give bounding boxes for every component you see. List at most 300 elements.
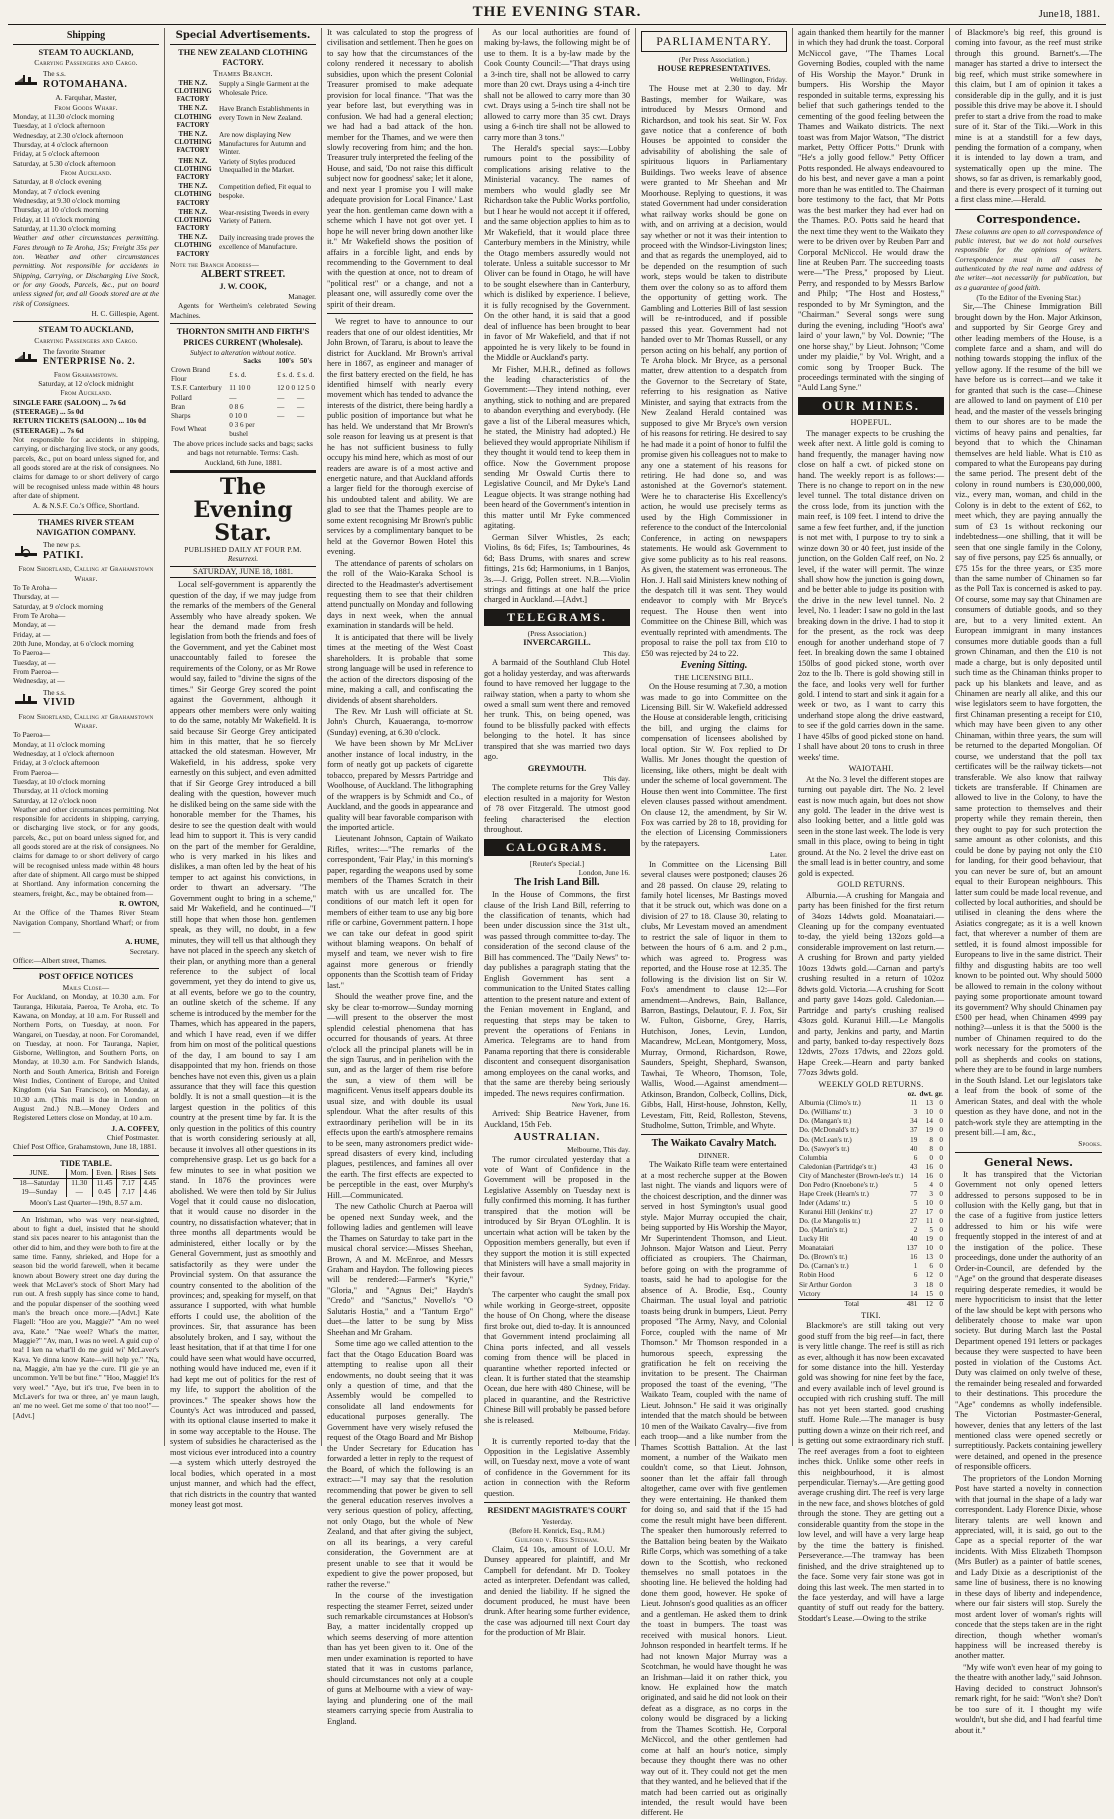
our-mines-banner: OUR MINES.	[798, 397, 944, 415]
masthead-title: THE EVENING STAR.	[472, 4, 642, 21]
tide-cell: 7.17	[117, 1179, 140, 1189]
price-cell	[276, 421, 296, 439]
gold-cell: Hape Creek (Hearn's tr.)	[799, 1189, 869, 1198]
table-row	[798, 1145, 944, 1154]
divider	[13, 968, 159, 969]
reuter-special: [Reuter's Special.]	[529, 858, 585, 868]
rotomahana-name: ROTOMAHANA.	[43, 78, 128, 90]
sched-line: Friday, at 3 o'clock afternoon	[13, 758, 100, 768]
gold-cell: 16	[910, 1253, 918, 1262]
press-assoc: (Press Association.)	[527, 629, 587, 639]
gold-header: dwt.	[919, 1090, 933, 1099]
post-office-signer-title: Chief Postmaster.	[106, 1133, 159, 1143]
dateline-day: Melbourne, Friday.	[573, 1427, 630, 1437]
article-text: As our local authorities are found of making by-laws, the following might be of use to them. It is a by-law made by the Cook County Council:—"That drays using a 3-inch tire, shall not be allowed to carry more than 20 cwt. Drays using a 4-inch tire shall not be allowed to carry more than 30 cwt. Drays using a 5-inch tire shall not be allowed to carry more than 35 cwt. Drays using a 6-inch tire shall not be allowed to carry more than 3 tons."	[484, 28, 630, 142]
dateline-day: New York, June 16.	[571, 1100, 630, 1110]
price-cell: 12 0 0	[277, 384, 296, 393]
gold-cell: 1	[913, 1262, 918, 1271]
gold-cell: 0	[939, 1126, 943, 1135]
gold-header: oz.	[907, 1090, 917, 1099]
price-cell: T.S.F. Canterbury	[171, 384, 222, 393]
rotomahana-list-a	[13, 112, 159, 168]
gold-cell: 34	[910, 1117, 918, 1126]
divider	[13, 1155, 159, 1156]
sched-line: Wednesday, at 1 o'clock afternoon	[13, 748, 115, 758]
price-table	[170, 357, 316, 439]
licensing-bill: THE LICENSING BILL.	[674, 672, 754, 682]
manager-name: J. W. COOK,	[219, 281, 267, 291]
fare-line: SINGLE FARE (SALOON) ... 7s 6d	[13, 397, 126, 407]
article-text: It is anticipated that there will be lively times at the meeting of the West Coast shareholders. It is probable that some strong language will be used in reference to the action of the directors disposing of the mine, making a call, and confiscating the dividends of absent shareholders.	[327, 632, 473, 705]
article-text: Arrived: Ship Beatrice Havener, from Auckland, 15th Feb.	[484, 1109, 630, 1129]
price-cell: £ s. d.	[297, 370, 315, 379]
press-assoc: (Per Press Association.)	[678, 55, 750, 65]
gold-total-row	[798, 1299, 944, 1309]
article-text: The new Catholic Church at Paeroa will be opened next Sunday week, and the following ladies and gentlemen will leave the Thames on Saturday to take part in the musical choral service:—Misses Sheehan, Brown, A and M. McEnroe, and Messrs Graham and Haydon. The following pieces will be rendered:—Farmer's "Kyrie," "Gloria," and "Agnus Dei;" Haydn's "Credo" and "Sanctus," Novello's "O Salutaris Hostia," and a "Tantum Ergo" duet—the latter to be sung by Miss Sheehan and Mr Graham.	[327, 1202, 473, 1337]
gold-cell: 3	[913, 1280, 918, 1289]
table-row	[798, 1262, 944, 1271]
gold-cell: 15	[925, 1289, 933, 1298]
article-text: Alburnia.—A crushing for Mangaia and party has been finished for the first return of 34ozs 14dwts gold. Moanataiari.—Cleaning up for the company eventuated to-day, the yield being 132ozs gold—a considerable improvement on last return.—A crushing for Brown and party yielded 10ozs 13dwts gold.—Carnan and party's crushing resulted in a return of 102oz 8dwts gold. Victoria.—A crushing for Scott and party gave 14ozs gold. Caledonian.—Partridge and party's crushing realised 43ozs gold. Kuranui Hill.—Le Mangolis and party, Jenkins and party, and Martin and party, banked to-day respectively 8ozs 12dwts, 27ozs 17dwts, and 22ozs gold. Hape Creek.—Hearn and party banked 77ozs 3dwts gold.	[798, 890, 944, 1078]
gold-total-label: Total	[844, 1299, 860, 1308]
paper-title: The Evening Star.	[193, 473, 293, 547]
rotomahana-the: The s.s.	[43, 69, 66, 79]
thames-sec-title: Secretary.	[129, 946, 159, 956]
rotomahana-section: STEAM TO AUCKLAND,	[38, 47, 134, 57]
clothing-title: THE NEW ZEALAND CLOTHING FACTORY.	[178, 47, 308, 68]
price-cell: —	[297, 393, 305, 402]
gold-cell: 0	[939, 1262, 943, 1271]
enterprise-head	[13, 347, 159, 368]
article-text: We have been shown by Mr McLiver another instance of local industry, in the form of neatly got up packets of cigarette tobacco, prepared by Messrs Partridge and Woolhouse, of Auckland. The lithographing of the wrappers is by Schmidt and Co., of Auckland, and the goods in appearance and quality will bear favorable comparison with the imported article.	[327, 739, 473, 832]
tide-cell: 0.45	[92, 1188, 117, 1197]
special-ads-header: Special Advertisements.	[170, 30, 316, 45]
table-row	[798, 1217, 944, 1226]
gold-cell: 0	[939, 1189, 943, 1198]
weekly-gold-table	[798, 1090, 944, 1309]
tide-grid	[13, 1169, 159, 1197]
gold-cell: 11	[926, 1217, 933, 1226]
gold-cell: 18	[925, 1280, 933, 1289]
columns	[8, 28, 1106, 1818]
article-text: "My wife won't even hear of my going to the theatre with another lady," said Johnson. Having decided to construct Johnson's remark right, for he said: "Won't she? Don't be too sure of it. I thought my wife wouldn't, but she did, and I had fearful time about it."	[955, 1662, 1102, 1735]
sched-line: From Paeroa—	[13, 666, 59, 676]
table-row	[798, 1190, 944, 1199]
enterprise-name: ENTERPRISE No. 2.	[43, 356, 136, 367]
gold-cell: Do. (Martin's tr.)	[799, 1226, 848, 1235]
patiki-head	[13, 540, 159, 562]
price-note: The above prices include sacks and bags; sacks and bags not returnable. Terms: Cash.	[173, 438, 313, 458]
tide-header: Sets	[140, 1169, 159, 1179]
price-cell: 0 8 6	[229, 402, 244, 411]
tide-cell: 7.17	[117, 1188, 140, 1197]
tide-cell: 19—Sunday	[13, 1188, 66, 1197]
tide-table	[13, 1159, 159, 1208]
tide-title: TIDE TABLE.	[60, 1158, 112, 1168]
table-row	[798, 1154, 944, 1163]
article-text: Should the weather prove fine, and the sky be clear to-morrow—Sunday morning—will present to the observer the most splendid celestial phenomena that has occurred for thousands of years. At three o'clock all the principal planets will be in the sign Taurus, and in perihelion with the sun, and as the larger of them rise before the sun, a view of them will be magnificent. Venus itself appears double its usual size, and with double its usual splendour. What the after results of this extraordinary perihelion will be in its effects upon the earth's atmosphere remains to be seen, many astronomers predict wide-spread disasters of every kind, including plagues, pestilences, and famines all over the earth. The first effects are expected to be perceptible in the east, over Murphy's Hill.—Communicated.	[327, 992, 473, 1200]
vivid-head	[13, 688, 159, 710]
list-item: THE N.Z. CLOTHING FACTORY Supply a Single Garment at the Wholesale Price.	[174, 79, 310, 104]
sched-line: To Paeroa—	[13, 648, 51, 658]
dateline-day: London, June 16.	[578, 868, 630, 878]
enterprise-from-auck: From Auckland.	[60, 388, 112, 398]
vivid-from: From Shortland, Calling at Grahamstown Wharf.	[18, 711, 154, 730]
price-header: Sacks	[243, 357, 261, 366]
divider	[170, 323, 316, 324]
enterprise-section: STEAM TO AUCKLAND,	[38, 325, 134, 335]
rotomahana-head	[13, 69, 159, 91]
table-row	[13, 1188, 159, 1197]
enterprise-the: The favorite Steamer	[43, 346, 106, 356]
article-text: A barmaid of the Southland Club Hotel got a holiday yesterday, and was afterwards found to have removed her luggage to the railway station, when a party to whom she owed a small sum went there and removed her trunk. This, on being opened, was found to be blissfully packed with effects belonging to the hotel. It has since transpired that she was married two days ago.	[484, 658, 630, 762]
thornton-sub: Subject to alteration without notice.	[189, 347, 297, 357]
enterprise-line1: Saturday, at 12 o'clock midnight	[38, 378, 134, 388]
patiki-the: The new p.s.	[43, 540, 81, 550]
price-cell: Pollard	[171, 393, 192, 402]
gold-rows	[798, 1099, 944, 1299]
price-cell: Crown Brand Flour	[171, 366, 210, 384]
patiki-from: From Shortland, Calling at Grahamstown Wharf.	[18, 564, 154, 583]
vivid-name: VIVID	[43, 696, 76, 708]
gold-cell: Kuranui Hill (Jenkins' tr.)	[799, 1208, 873, 1217]
gold-cell: 0	[939, 1117, 943, 1126]
gold-cell: 3	[929, 1189, 933, 1198]
gold-cell: 14	[925, 1117, 933, 1126]
article-text: Lieutenant Johnson, Captain of Waikato Rifles, writes:—"The remarks of the correspondent, 'Fair Play,' in this morning's paper, regarding the weapons used by some members of the Thames Scratch in their match with us are uncalled for. The conditions of our match left it open for members of either team to use any big bore rifle or carbine, Government pattern. I hope we can take our defeat in good spirit without blaming weapons. On behalf of myself and team, we never wish to fire against more generous or friendly opponents than the Scottish team of Friday last."	[327, 834, 473, 990]
mine-header: HOPEFUL.	[850, 418, 892, 428]
to-editor: (To the Editor of the Evening Star.)	[976, 292, 1081, 302]
sched-line: To Paeroa—	[13, 730, 51, 740]
calograms-banner: CALOGRAMS.	[484, 839, 630, 856]
gold-cell: 16	[925, 1171, 933, 1180]
sched-line: Friday, at —	[13, 629, 51, 639]
sched-line: Tuesday, at —	[13, 657, 56, 667]
price-cell: —	[277, 402, 285, 411]
shipping-header: Shipping	[13, 30, 159, 45]
gold-cell: 10	[925, 1244, 933, 1253]
gold-cell: Alburnia (Climo's tr.)	[799, 1099, 861, 1108]
article-text: The Rev. Mr Lush will officiate at St. John's Church, Kauaeranga, to-morrow (Sunday) evening, at 6.30 o'clock.	[327, 707, 473, 737]
telegrams-banner: TELEGRAMS.	[484, 609, 630, 626]
divider	[13, 1211, 159, 1212]
evening-sitting: Evening Sitting.	[680, 660, 748, 672]
gold-cell: Do. (Carnan's tr.)	[799, 1262, 849, 1271]
gold-cell: 0	[939, 1180, 943, 1189]
post-office-signer: J. A. COFFEY,	[111, 1123, 159, 1133]
branch-address: ALBERT STREET.	[200, 269, 286, 281]
enterprise-sub: Carrying Passengers and Cargo.	[34, 335, 138, 345]
table-row	[798, 1108, 944, 1117]
column-2	[165, 28, 322, 1510]
dateline: GREYMOUTH.	[527, 763, 587, 773]
post-office-title: POST OFFICE NOTICES	[38, 972, 134, 982]
gold-cell: 0	[939, 1208, 943, 1217]
rm-before: (Before H. Kenrick, Esq., R.M.)	[509, 1526, 605, 1536]
table-row	[170, 384, 316, 393]
sched-line: Saturday, at 9 o'clock morning	[13, 601, 104, 611]
list-item: THE N.Z. CLOTHING FACTORY Variety of Styles produced Unequalled in the Market.	[174, 157, 296, 182]
patiki-lines	[13, 583, 159, 686]
table-row	[798, 1126, 944, 1135]
gold-cell: 12	[925, 1271, 933, 1280]
price-header	[170, 357, 228, 366]
rotomahana-list-b	[13, 177, 159, 233]
thornton-title: THORNTON SMITH AND FIRTH'S PRICES CURRENT (Wholesale).	[176, 327, 310, 347]
gold-cell: 19	[910, 1135, 918, 1144]
gold-cell: 14	[910, 1289, 918, 1298]
gold-cell: 8	[929, 1135, 933, 1144]
enterprise-agent: A. & N.S.F. Co.'s Office, Shortland.	[32, 501, 140, 511]
table-row	[13, 1179, 159, 1189]
sched-line: Thursday, at 10 o'clock morning	[13, 205, 109, 215]
gold-cell: Do. (Williams' tr.)	[799, 1108, 852, 1117]
divider	[13, 321, 159, 322]
sched-line: Wednesday, at 2.30 o'clock afternoon	[13, 130, 124, 140]
gold-cell: Columbia	[799, 1153, 828, 1162]
masthead	[8, 5, 1106, 25]
gold-cell: 5	[913, 1198, 918, 1207]
price-cell: —	[277, 411, 285, 420]
gold-cell: 0	[939, 1280, 943, 1289]
table-row	[798, 1136, 944, 1145]
column-1	[8, 28, 165, 1446]
rm-day: Yesterday.	[541, 1516, 573, 1526]
patiki-name: PATIKI.	[43, 549, 84, 561]
resurrexi: Resurrexi.	[227, 554, 259, 564]
manager-title: Manager.	[288, 292, 316, 302]
gold-cell: 10	[925, 1108, 933, 1117]
gold-cell: 6	[929, 1262, 933, 1271]
divider	[13, 514, 159, 515]
table-row	[798, 1117, 944, 1126]
article-text: The rumor circulated yesterday that a vote of Want of Confidence in the Government will be proposed in the Legislative Assembly on Tuesday next is fully confirmed this morning. It has further transpired that the motion will be introduced by Sir Bryan O'Loghlin. It is uncertain what action will be taken by the Opposition members generally, but even if they support the motion it is still expected that Ministers will have a small majority in their favour.	[484, 1154, 630, 1279]
gold-cell: 0	[939, 1108, 943, 1117]
column-7	[950, 28, 1107, 1735]
price-date: Auckland, 6th June, 1881.	[204, 457, 282, 467]
gold-total-dwt: 12	[925, 1299, 933, 1308]
list-item: THE N.Z. CLOTHING FACTORY Competition defied, Fit equal to bespoke.	[174, 183, 312, 207]
tide-cell: 11.30	[66, 1179, 92, 1189]
tide-header: Morn.	[66, 1169, 92, 1179]
sched-line: Friday, at 5 o'clock afternoon	[13, 149, 100, 159]
gold-cell: Caledonian (Partridge's tr.)	[799, 1162, 877, 1171]
sched-line: From Te Aroha—	[13, 611, 66, 620]
gold-cell: 0	[929, 1153, 933, 1162]
sched-line: From Paeroa—	[13, 767, 59, 777]
thames-agent-name: R. OWTON,	[119, 899, 159, 909]
letter-signer: Spooks.	[1078, 1139, 1102, 1149]
list-item: THE N.Z. CLOTHING FACTORY Are now displaying New Manufactures for Autumn and Winter.	[174, 130, 306, 157]
gold-cell: 4	[929, 1180, 933, 1189]
sched-line: Thursday, at 4 o'clock afternoon	[13, 139, 109, 149]
enterprise-from-graham: From Grahamstown.	[53, 369, 119, 379]
gold-cell: 0	[939, 1244, 943, 1253]
thames-sec-name: A. HUME,	[125, 937, 159, 947]
article-text: The attendance of parents of scholars on the roll of the Waio-Karaka School is directed to the Headmaster's advertisement requesting them to see that their children attend punctually on Monday and following days in next week, when the annual examination in standards will be held.	[327, 558, 473, 631]
dateline-day: Melbourne, This day.	[566, 1145, 630, 1155]
divider	[955, 209, 1102, 210]
post-office-sub: Mails Close—	[62, 982, 110, 992]
thames-river-ad	[13, 518, 159, 966]
gold-cell: 14	[910, 1171, 918, 1180]
dateline-day: Wellington, Friday.	[729, 74, 787, 84]
price-cell	[296, 421, 316, 439]
tide-header: JUNE.	[13, 1169, 66, 1179]
parliamentary-header: PARLIAMENTARY.	[641, 31, 787, 52]
sched-line: Tuesday, at 1 o'clock afternoon	[13, 121, 105, 131]
gold-cell: 8	[929, 1144, 933, 1153]
article-text: Claim, £4 10s, amount of I.O.U. Mr Dunsey appeared for plaintiff, and Mr Campbell for defendant. Mr D. Tookey acted as interpreter. Defendant was called, and denied the liability. If he signed the document produced, he must have been drunk. After hearing some further evidence, the case was adjourned till next Court day for the production of Mr Blair.	[484, 1544, 630, 1638]
enterprise-fares	[13, 398, 159, 435]
sched-line: Wednesday, at 9.30 o'clock morning	[13, 195, 120, 205]
table-row	[798, 1235, 944, 1244]
divider	[327, 313, 473, 314]
gold-cell: 5	[913, 1180, 918, 1189]
gold-cell: 3	[913, 1108, 918, 1117]
article-text: Mr Fisher, M.H.R., defined as follows the leading characteristics of the Government:—They intend nothing, ever anything, stick to nothing and are prepared to abandon everything and everybody. (He gave a list of the Liberal measures which, he stated, the Ministry had adopted.) He believed they would appropriate Nihilism if they thought it would tend to keep them in office. Now the Government propose sending Mr Oswald Curtis there to Legislative Council, and Mr Dyke's Land League objects. It was strange nothing had been heard of the Government's intention in this matter until Mr Fyke commenced agitating.	[484, 364, 630, 531]
article-text: On the House resuming at 7.30, a motion was made to go into Committee on the Licensing Bill. Sir W. Wakefield addressed the House at considerable length, criticising the bill, and urging the claims for compensation of licensees abolished by local option. Sir W. Fox replied to Dr Wallis. Mr Jones thought the question of licensing, like others, might be dealt with under the scheme of local government. The House then went into Committee. The first eleven clauses passed without amendment. On clause 12, the amendment, by Sir W. Fox was carried by 28 to 18, providing for the election of Licensing Commissioners by the ratepayers.	[641, 682, 787, 848]
column-3	[322, 28, 479, 1726]
gold-cell: Do. (Brown's tr.)	[799, 1253, 848, 1262]
post-office-notices	[13, 972, 159, 1151]
table-row	[798, 1290, 944, 1300]
vivid-lines	[13, 730, 159, 805]
letter-text: Sir,—The Chinese Immigration Bill brought down by the Hon. Major Atkinson, and supported by Sir George Grey and other leading members of the House, is a complete farce and a sham, and will do nothing towards stopping the influx of the yellow agony. If the resume of the bill we have before us is correct—and we take it for granted that such is the case—Chinese are allowed to land on payment of £10 per head, and the master of the vessels bringing them to our shores are to be made the victims of heavy pains and penalties, far beyond that to which the Chinaman themselves are held liable. What is £10 as compared to what the Europeans pay during the same period. The present debt of the colony in round numbers is £30,000,000, viz., every man, woman, and child in the Colony is in debt to the extent of £62, to meet which, they are paying annually the sum of £3 1s without reckoning our indebtedness—one shilling, that it will be seen that one single family in the Colony, say of five persons, pay £25 6s annually, or £75 15s for the three years, or £35 more than the same number of Chinamen so far as the Poll Tax is concerned is asked to pay. Of course, some may say that Chinamen are consumers of dutiable goods, and so they are, but to a very limited extent. An European immigrant in many instances consumes more dutiable goods than a full grown Chinaman, and then the £10 is not made a charge, but is only deposited until such time as the Chinaman thinks proper to pack up his blankets and leave, and as Chinamen are nearly all alike, and this our wise legislators seem to have forgotten, the first Chinaman presenting a receipt for £10, which may have been given to any other Chinaman, within three years, the sum will be returned to the departed Mongolian. Of course, we understand that the poll tax certificates will be the railway tickets—not transferable. We also know that railway tickets are transferable. If Chinamen are allowed to live in the Colony, to have the same protection to themselves and their property while they remain therein, then they ought to pay for such protection the same amount as other colonists, and this could be done by paying not only the £10 for landing, for their good behaviour, that you can never be sure of, but an amount equal to their European neighbours. This latter sum could be made local revenue, and collected by local authorities, and should be utilised in cleaning the dens where the Asiatics congregate; as it is a well known fact, that wherever a number of them are settled, it is found almost impossible for Europeans to live in the same district. Their filthy and disgusting habits are too well known to be pointed out. Why should 5000 be allowed to remain in the colony without paying some proportionate amount toward its government? Why should Chinamen pay £500 per head, when Chinamen 4999 pay nothing?—unless it is that the 5000 is the number of Chinamen required to do the work necessary for the promoters of the poll as shepherds and cooks on stations, where they are to be found in large numbers in the South Island. Let our legislators take a leaf from the book of some of the American States, and deal with the whole question as they have done, and not in the patch-work style they are attempting in the present bill.—I am, &c.,	[955, 302, 1102, 1137]
rotomahana-note: Weather and other circumstances permitting. Fares through to Te Aroha, 15s; Freight 35s per ton. Weather and other circumstances permitting. Not responsible for accidents in Shipping, Carrying, or Discharging Live Stock, or for any Goods, Parcels, &c., put on board unless signed for, and all Goods stored are at the risk of Consignees.	[13, 233, 159, 308]
price-cell: Bran	[171, 402, 185, 411]
tide-moon: Moon's Last Quarter—19th, 8.57 a.m.	[29, 1198, 143, 1208]
gold-cell: 27	[910, 1208, 918, 1217]
price-cell: Fowl Wheat	[171, 425, 207, 434]
irish-land-bill: The Irish Land Bill.	[514, 877, 600, 889]
sched-line: Saturday, at 11.30 o'clock morning	[13, 223, 116, 233]
mine-header: WAIOTAHI.	[848, 764, 894, 774]
steamship-icon	[13, 349, 39, 365]
list-item: THE N.Z. CLOTHING FACTORY Wear-resisting Tweeds in every Variety of Pattern.	[174, 208, 310, 233]
article-text: of Blackmore's big reef, this ground is coming into favour, as the reef must strike through this ground. Barnett's.—The manager has started a drive to intersect the big reef, which must strike somewhere in this claim, but I am of opinion it takes a considerable dip in the gully, and it is just possible this drive may be above it. I should prefer to start a drive from the road to make sure of it. Star of the Tiki.—Work in this mine is at a standstill for a few days, pending the formation of a company, when it is intended to lay down a tram, and systematically open up the mine. The shows, so far as driven, is remarkably good, and there is every prospect of it turning out a first class mine.—Herald.	[955, 28, 1102, 205]
sched-line: Monday, at 11 o'clock morning	[13, 739, 105, 749]
list-item: THE N.Z. CLOTHING FACTORY Daily increasing trade proves the excellence of Manufacture.	[174, 234, 314, 258]
gold-cell: Sir Arthur Gordon	[799, 1280, 852, 1289]
sched-line: Monday, at 7 o'clock evening	[13, 186, 100, 196]
sched-line: Thursday, at —	[13, 592, 59, 602]
sched-line: 20th June, Monday, at 6 o'clock morning	[13, 638, 134, 648]
correspondence-header: Correspondence.	[976, 212, 1081, 226]
sched-line: Saturday, at 5.30 o'clock afternoon	[13, 158, 116, 168]
thames-branch: Thames Branch.	[213, 68, 273, 78]
later: Later.	[769, 850, 787, 860]
dateline-day: This day.	[602, 774, 630, 784]
thames-river-note: Weather and other circumstances permitting. Not responsible for accidents in shipping, carrying, or discharging live stock, or for any goods, parcels, &c., put on board unless signed for, and all goods stored are at the risk of consignees. No claims for damage to or short delivery of cargo will be recognised unless made within 48 hours after date of shipment. All cargo must be shipped at Shortland. Any information concerning the steamers, freight, &c., may be obtained from—	[13, 804, 159, 898]
table-row	[798, 1281, 944, 1290]
gold-cell: 0	[939, 1099, 943, 1108]
article-text: It is currently reported to-day that the Opposition in the Legislative Assembly will, on Tuesday next, move a vote of want of confidence in the Government for its action in connection with the Reform question.	[484, 1436, 630, 1498]
gold-cell: 10	[925, 1198, 933, 1207]
general-news-header: General News.	[984, 1155, 1073, 1169]
table-row	[170, 394, 316, 403]
gold-cell: Inder (Adams' tr.)	[799, 1198, 850, 1207]
gold-cell: 16	[925, 1162, 933, 1171]
column-5	[636, 28, 793, 1818]
column-6	[793, 28, 950, 1623]
post-office-text: For Auckland, on Monday, at 10.30 a.m. For Tauranga, Hikutaia, Paeroa, Te Aroha, etc. To Kawana, on Monday, at 10 a.m. For Russell and Northern Ports, on Tuesday, at noon. For Wangarei, on Tuesday, at noon. For Coromandel, on Tuesday, at noon. For Tauranga, Napier, Gisborne, Wellington, and Southern Ports, on Monday, at 10.30 a.m. For Sandwich Islands, North and South America, British and Foreign West Indies, Continent of Europe, and United Kingdom (via San Francisco), on Monday, at 10.30 a.m. (This mail is due in London on August 2nd.) N.B.—Money Orders and Registered Letters close on Monday, at 10 a.m.	[13, 992, 159, 1123]
disclaimer: These columns are open to all correspondence of public interest, but we do not hold ourselves responsible for the opinions of writers. Correspondence must in all cases be authenticated by the real name and address of the writer—not necessarily for publication, but as a guarantee of good faith.	[955, 226, 1102, 292]
gold-cell: City of Manchester (Brown-lee's tr.)	[799, 1171, 904, 1180]
price-cell: 0 3 6 per bushel	[229, 420, 255, 438]
gold-cell: 11	[910, 1099, 918, 1108]
gold-cell: 43	[910, 1162, 918, 1171]
article-text: The carpenter who caught the small pox while working in George-street, opposite the house of On Chong, where the disease first broke out, died to-day. It is announced that Government intend proclaiming all China ports infected, and all vessels coming from thence will be placed in quarantine whether reported infected or clean. It is further stated that the steamship Ocean, due here with 480 Chinese, will be placed in quarantine, and the Restrictive Chinese Bill will probably be passed before she is released.	[484, 1290, 630, 1425]
article-text: At the No. 3 level the different stopes are turning out payable dirt. The No. 2 level east is now much again, but does not show any gold. The leader in the drive west is also looking better, and a little gold was seen in the stone last week. The lode is very small in this place, owing to being in tight ground. At the No. 2 level the drive east on the small lead is in better country, and some gold is expected.	[798, 774, 944, 878]
weekly-gold-title: WEEKLY GOLD RETURNS.	[818, 1079, 924, 1089]
table-row	[798, 1181, 944, 1190]
australian-header: AUSTRALIAN.	[513, 1131, 601, 1144]
table-row	[798, 1172, 944, 1181]
tide-cell: 4.45	[143, 1179, 157, 1188]
gold-cell: 37	[910, 1126, 918, 1135]
price-header: 100's	[278, 357, 294, 366]
enterprise-ad	[13, 325, 159, 510]
table-row	[798, 1199, 944, 1208]
anecdote-text: An Irishman, who was very near-sighted, about to fight a duel, insisted that he should stand six paces nearer to his antagonist than the other did to him, and they were both to fire at the same time. Fanny, shrieked, and Hope for a season bid the world farewell, when it became known about Bowery street one day during the week that McLaver's stock of Short Mary had run out. A fresh supply has since come to hand, and the popular dispenser of the soothing weed man's the breach once more.—[Advt.] Kate Flagell: "Hoo are you, Maggie?" "Am no weel ava, Kate." "Nae weel? What's the matter, Maggie?" "Av, man, I was no weel. A guid cup o' tea! I ken na what'll do me guid wi' McLaver's Kava. Ye dinna know Kate—will help ye." "Na, na, Maggie, a'm hae ye the cure. I'll gie ye an uncommon. Ye'll be but fine." "Hoo, Maggie! It's very weel." "Aye, but it's true, I've been in to McLaver's for twa or three, an' ye maun laugh, an' me no weel. Get me some o' that too noo!"—[Advt.]	[13, 1214, 159, 1420]
table-row	[170, 403, 316, 412]
clothing-rows	[170, 80, 316, 259]
gold-total-oz: 481	[906, 1299, 918, 1308]
fare-line: RETURN TICKETS (SALOON) ... 10s 0d	[13, 416, 146, 426]
article-text: We regret to have to announce to our readers that one of our oldest identities, Mr John Brown, of Tararu, is about to leave the district for Auckland. Mr Brown's arrival here in 1867, as engineer and manager of the first battery erected on the field, he has identified himself with nearly every movement which has tended to advance the interests of the district, there being hardly a public position of importance but what he has held. We understand that Mr Brown's sole reason for leaving us at present is that he has not sufficient business to fully occupy his mind here, which as most of our readers are aware is of a most active and energetic nature, and that Auckland affords a larger field for the thorough exercise of his undoubted talent and ability. We are glad to see that the Thames people are to some extent recognising Mr Brown's public services by a complimentary banquet to be held at the Governor Bowen Hotel this evening.	[327, 317, 473, 557]
article-text: Some time ago we called attention to the fact that the Otago Education Board was attempting to realise upon all their endowments, no doubt seeing that it was only a question of time, and that the Assembly would be compelled to consolidate all land endowments for educational purposes generally. The Government have very wisely refused the request of the Otago Board and Mr Bishop the Under Secretary for Education has forwarded a letter in reply to the request of the Board, of which the following is an extract:—"I may say that the resolution recommending that power be given to sell the general education reserves involves a very serious question of policy, affecting, not only Otago, but the whole of New Zealand, and that after giving the subject, on all its bearings, a very careful consideration, the Government are at present unable to see that it would be expedient to give the power proposed, but rather the reverse."	[327, 1339, 473, 1589]
rm-case: Guilford v. Rees Stedham.	[514, 1535, 600, 1545]
gold-cell: 0	[939, 1135, 943, 1144]
table-row	[798, 1163, 944, 1172]
table-row	[798, 1226, 944, 1235]
thames-office: Office:—Albert street, Thames.	[13, 956, 107, 966]
enterprise-note: Not responsible for accidents in shipping, carrying, or discharging live stock, or any goods, parcels, &c., put on board unless signed for, and all goods stored are at the risk of consignees. No claims for damage to or short delivery of cargo will be recognised unless made within 48 hours after date of shipment.	[13, 434, 159, 500]
article-text: The House met at 2.30 to day. Mr Bastings, member for Waikare, was introduced by Messrs Ormond and Richardson, and took his seat. Sir W. Fox gave notice that a conference of both Houses be appointed to consider the advisability of abolishing the sale of spirituous liquors in Parliamentary Buildings. Two weeks leave of absence were granted to Mr Sheehan and Mr Moorhouse. Replying to questions, it was stated Government had under consideration what railway works should be gone on with, and on arriving at a decision, would say whether or not it was their intention to proceed with the Windsor-Livingston lines; and that as regards the unemployed, aid to be depended on the resumption of such work, steps would be taken to distribute them over the colony so as to afford them the opportunity of getting work. The Gambling and Lotteries Bill of last session will be re-introduced, and if possible passed this year. Government had not handed over to Mr Thomas Russell, or any person acting on his behalf, any portion of Te Aroha block. Mr Bryce, as a personal matter, drew attention to a despatch from the Governor to the Secretary of State, referring to his resignation as Native Minister, and saying that extracts from the New Zealand Herald contained was supposed to give Mr Bryce's own version of his reasons for retiring. He desired to say he had made it a point of honor to fulfil the promise given his colleagues not to make to any one a statement of his reasons for retiring. He had done so, and was astonished at the Governor's statement. Were he to characterise His Excellency's action, he would use precisely terms as used by the High Commissioner in reference to the conduct of the Intercolonial Conference, in acting on newspapers statements. He would ask Government to give some publicity as to his real reasons. As given, the statement was erroneous. The Hon. J. Hall said Ministers knew nothing of the despatch till it was sent. They would endeavor to comply with Mr Bryce's request. The House then went into Committee on the Chinese Bill, which was eventually reprinted with amendments. The proposal to raise the poll tax from £10 to £50 was rejected by 24 to 22.	[641, 84, 787, 658]
rm-court-title: RESIDENT MAGISTRATE'S COURT	[487, 1506, 627, 1516]
gold-cell: Do. (McLean's tr.)	[799, 1135, 852, 1144]
gold-cell: 0	[939, 1289, 943, 1298]
gold-cell: Robin Hood	[799, 1271, 835, 1280]
gold-cell: Do. (Le Mangolis tr.)	[799, 1217, 861, 1226]
price-cell: —	[297, 411, 305, 420]
table-row	[798, 1271, 944, 1280]
gold-returns-header: GOLD RETURNS.	[837, 880, 905, 890]
price-cell: —	[277, 393, 285, 402]
price-cell: 12 5 0	[297, 384, 315, 393]
list-item: THE N.Z. CLOTHING FACTORY Have Branch Establishments in every Town in New Zealand.	[174, 105, 310, 129]
gold-header	[798, 1090, 905, 1099]
branch-address-label: Note the Branch Address—	[170, 259, 260, 269]
gold-cell: 0	[939, 1217, 943, 1226]
leader-date: SATURDAY, JUNE 18, 1881.	[170, 566, 316, 578]
table-row	[798, 1244, 944, 1253]
rotomahana-from-grey: From Goods Wharf.	[54, 102, 118, 112]
price-cell: —	[297, 402, 305, 411]
gold-cell: 0	[939, 1153, 943, 1162]
price-cell: Sharps	[171, 411, 191, 420]
gold-cell: 19	[925, 1235, 933, 1244]
gold-cell: 0	[939, 1235, 943, 1244]
tide-cell: —	[66, 1188, 92, 1197]
tide-cell: 18—Saturday	[13, 1179, 66, 1189]
gold-header: gr.	[935, 1090, 943, 1099]
article-text: It has transpired that the Victorian Government not only opened letters addressed to persons supposed to be in collusion with the Kelly gang, but that in the case of a fugitive from justice letters addressed to him or his wife were frequently stopped in the interest of and at the instigation of the police. These proceedings, done under the authority of an Order-in-Council, are defended by the "Age" on the ground that desperate diseases requiring desperate remedies, it would be mere hypocriticism to insist that the letter of the law should be kept with persons who deliberately choose to make war upon society. But during March last the Postal Department opened 191 letters or packages because they were suspected to have been posted in violation of the Customs Act. Duty was claimed on only twelve of these, the remainder being resealed and forwarded to their destinations. This procedure the "Age" condemns as wholly indefensible. The Victorian Postmaster-General, however, denies that any letters of the last mentioned class were opened secretly or surreptitiously. Packets containing jewellery were detained, and opened in the presence of responsible officers.	[955, 1169, 1102, 1472]
wertheim-note: Agents for Wertheim's celebrated Sewing Machines.	[170, 301, 316, 320]
article-text: Blackmore's are still taking out very good stuff from the big reef—in fact, there is very little change. The reef is still as rich as ever, although it has now been excavated for some distance into the hill. Yesterday gold was showing for nine feet by the face, and every available inch of level ground is occupied with rich crushing stuff. The mill has not yet been started. good crushing stuff. Home Rule.—The manager is busy putting down a winze on their rich reef, and is getting out some extraordinary rich stuff. The reef averages from a foot to eighteen inches thick. Unlike some other reefs in this neighbourhood, it is almost perpendicular. Tiernay's.—Are getting good average crushing dirt. The reef is very large in the new face, and shows blotches of gold through the stone. They are getting out a considerable quantity from the stope in the low level, and will have a very large heap by the time the battery is finished. Perseverance.—The tramway has been finished, and the drive straightened up to the face. Some very fair stone was got in doing this last week. The men started in to the face yesterday, and will have a large quantity of stuff out ready for the battery. Stoddart's Lease.—Owing to the strike	[798, 1321, 944, 1623]
table-row	[798, 1208, 944, 1217]
